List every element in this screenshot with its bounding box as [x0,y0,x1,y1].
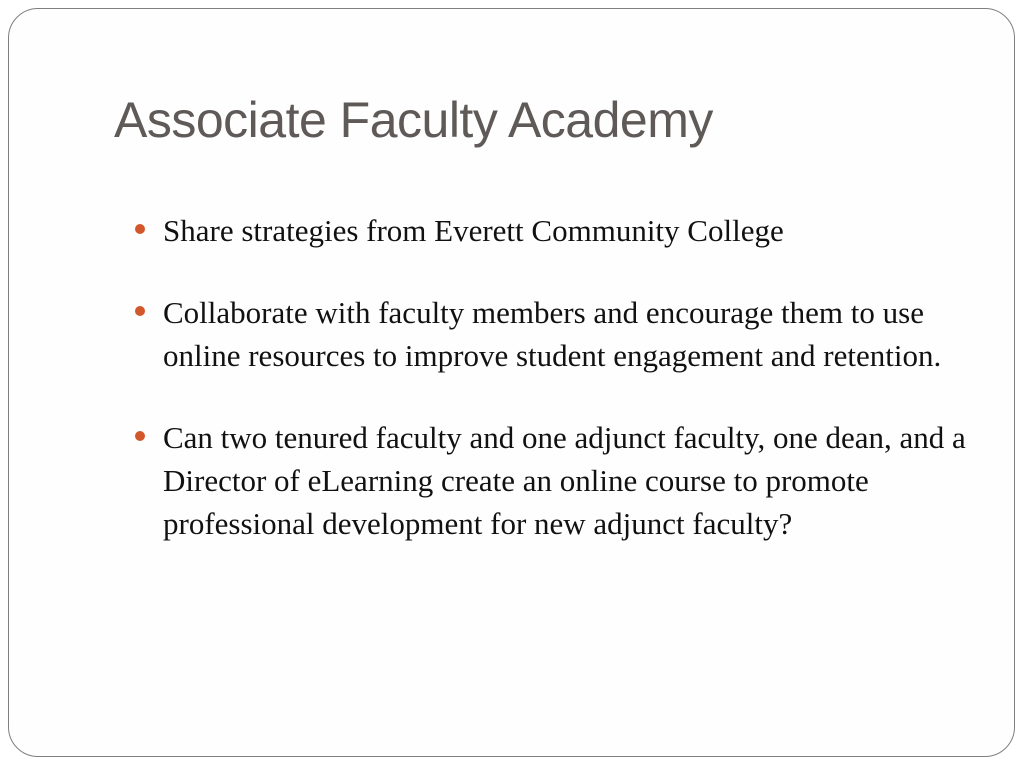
bullet-item [135,209,975,252]
bullet-dot-icon [135,431,145,441]
bullet-dot-icon [135,224,145,234]
bullet-item [135,416,975,545]
bullet-text: Share strategies from Everett Community College [163,213,784,248]
slide [8,8,1015,757]
bullet-text: Collaborate with faculty members and encourage them to use online resources to improve student engagement and retention. [163,295,942,373]
slide-title: Associate Faculty Academy [114,92,713,148]
bullet-text: Can two tenured faculty and one adjunct faculty, one dean, and a Director of eLearning create an online course to promote professional development for new adjunct faculty? [163,420,966,541]
bullet-list [135,209,975,584]
bullet-item [135,291,975,377]
bullet-dot-icon [135,306,145,316]
